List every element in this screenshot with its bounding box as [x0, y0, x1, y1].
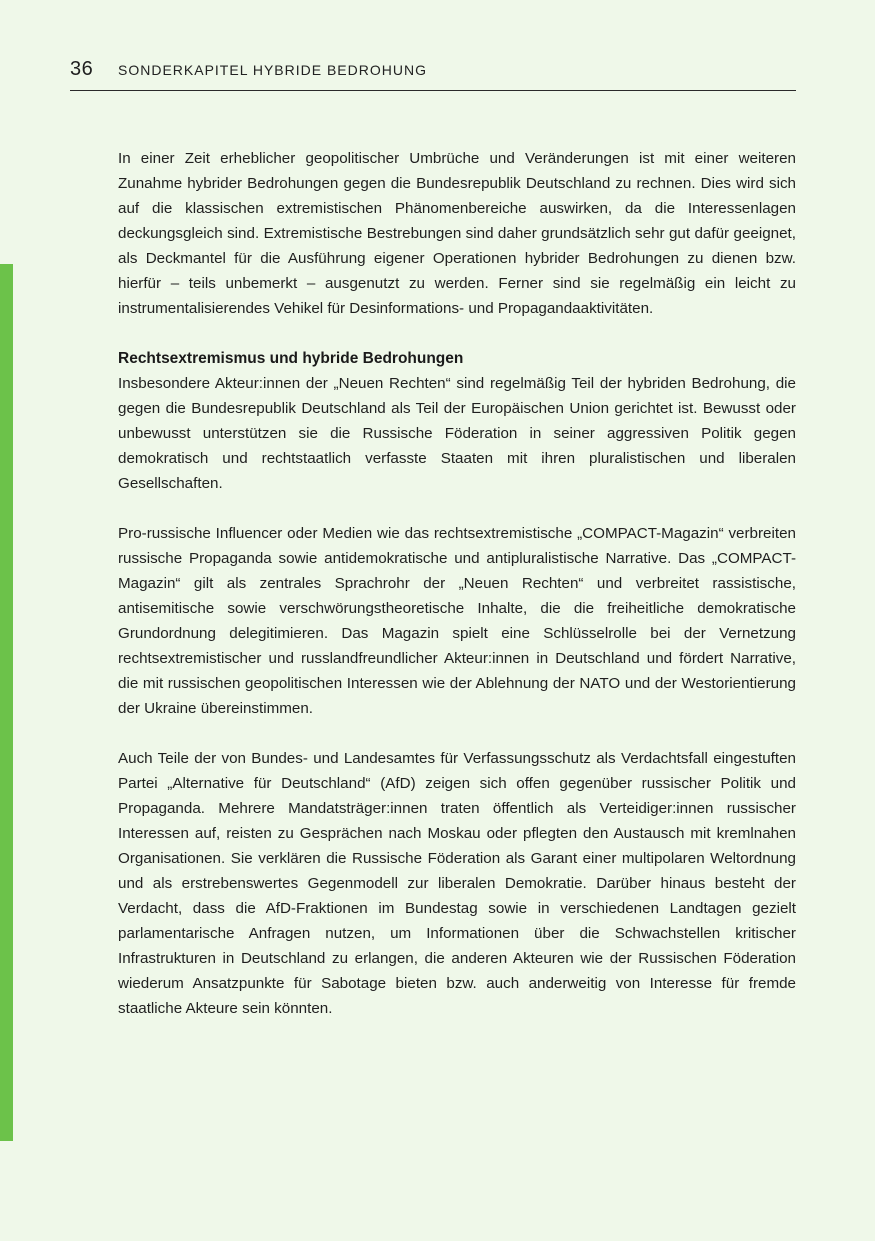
section-paragraph-2: Pro-russische Influencer oder Medien wie das rechtsextremistische „COMPACT-Magazin“ verbreiten russische Propaganda sowie antidemokratische und antipluralistische Narrative. Das „COMPACT-Magazin“ gilt als zentrales Sprachrohr der „Neuen Rechten“ und verbreitet rassistische, antisemitische sowie verschwörungstheoretische Inhalte, die die freiheitliche demokratische Grundordnung delegitimieren. Das Magazin spielt eine Schlüsselrolle bei der Vernetzung rechtsextremistischer und russlandfreundlicher Akteur:innen in Deutschland und fördert Narrative, die mit russischen geopolitischen Interessen wie der Ablehnung der NATO und der Westorientierung der Ukraine übereinstimmen. — [118, 525, 796, 717]
section-paragraph-3: Auch Teile der von Bundes- und Landesamtes für Verfassungsschutz als Verdachtsfall eingestuften Partei „Alternative für Deutschland“ (AfD) zeigen sich offen gegenüber russischer Politik und Propaganda. Mehrere Mandatsträger:innen traten öffentlich als Verteidiger:innen russischer Interessen auf, reisten zu Gesprächen nach Moskau oder pflegten den Austausch mit kremlnahen Organisationen. Sie verklären die Russische Föderation als Garant einer multipolaren Weltordnung und als erstrebenswertes Gegenmodell zur liberalen Demokratie. Darüber hinaus besteht der Verdacht, dass die AfD-Fraktionen im Bundestag sowie in verschiedenen Landtagen gezielt parlamentarische Anfragen nutzen, um Informationen über die Schwachstellen kritischer Infrastrukturen in Deutschland zu erlangen, die anderen Akteuren wie der Russischen Föderation wiederum Ansatzpunkte für Sabotage bieten bzw. auch anderweitig von Interesse für fremde staatliche Akteure sein könnten. — [118, 750, 796, 1017]
page-header — [70, 56, 796, 91]
intro-paragraph: In einer Zeit erheblicher geopolitischer Umbrüche und Veränderungen ist mit einer weiteren Zunahme hybrider Bedrohungen gegen die Bundesrepublik Deutschland zu rechnen. Dies wird sich auf die klassischen extremistischen Phänomenbereiche auswirken, da die Interessenlagen deckungsgleich sind. Extremistische Bestrebungen sind daher grundsätzlich sehr gut dafür geeignet, als Deckmantel für die Ausführung eigener Operationen hybrider Bedrohungen zu dienen bzw. hierfür – teils unbemerkt – ausgenutzt zu werden. Ferner sind sie regelmäßig ein leicht zu instrumentalisierendes Vehikel für Desinformations- und Propagandaaktivitäten. — [118, 150, 796, 317]
section-heading: Rechtsextremismus und hybride Bedrohungen — [118, 350, 464, 367]
section-paragraph-1: Insbesondere Akteur:innen der „Neuen Rechten“ sind regelmäßig Teil der hybriden Bedrohung, die gegen die Bundesrepublik Deutschland als Teil der Europäischen Union gerichtet ist. Bewusst oder unbewusst unterstützen sie die Russische Föderation in seiner aggressiven Politik gegen demokratisch und rechtstaatlich verfasste Staaten mit ihren pluralistischen und liberalen Gesellschaften. — [118, 375, 796, 492]
page-body — [118, 146, 796, 1046]
page-number: 36 — [70, 58, 94, 80]
running-title: SONDERKAPITEL HYBRIDE BEDROHUNG — [118, 62, 427, 78]
green-side-bar — [0, 264, 13, 1141]
